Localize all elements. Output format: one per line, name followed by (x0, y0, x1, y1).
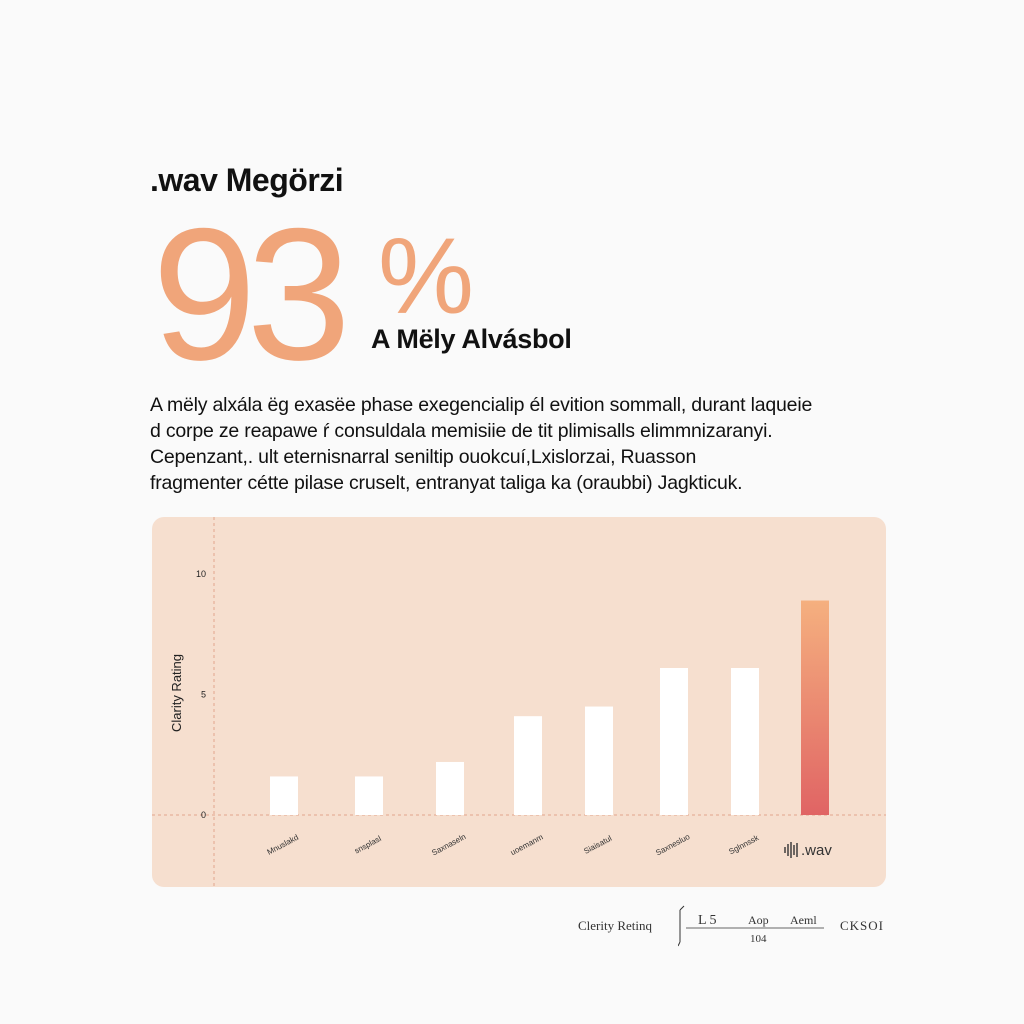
x-tick-label: uoemanm (509, 832, 545, 858)
bar (355, 776, 383, 815)
bar (514, 716, 542, 815)
clarity-bar-chart (152, 517, 886, 887)
waveform-icon (785, 842, 797, 858)
y-axis-label: Clarity Rating (169, 653, 184, 733)
chart-card (152, 517, 886, 887)
y-tick-label: 0 (200, 810, 206, 820)
x-tick-label: Mnuslakd (265, 832, 301, 857)
formula-bracket (678, 906, 684, 946)
stat-unit: % (378, 215, 475, 336)
paragraph-line: Cepenzant,. ult eternisnarral seniltip ouokcuí,Lxislorzai, Ruasson (150, 446, 697, 468)
paragraph-line: d corpe ze reapawe ŕ consuldala memisiie de tit plimisalls elimmnizaranyi. (150, 420, 773, 442)
bar (270, 776, 298, 815)
paragraph-line: fragmenter cétte pilase cruselt, entranyat taliga ka (oraubbi) Jagkticuk. (150, 472, 743, 494)
y-tick-label: 10 (195, 569, 206, 579)
footer-legend (578, 904, 888, 948)
bar (660, 668, 688, 815)
x-tick-label: Saxnesluo (654, 832, 692, 858)
bar-highlight (801, 601, 829, 815)
footer-formula (678, 904, 828, 948)
description-paragraph (150, 392, 850, 496)
x-tick-label: Saxnaseln (430, 832, 468, 858)
footer-code: CKSOI (839, 918, 884, 933)
x-tick-label: Siaisatul (582, 833, 614, 856)
stat-value: 93 (152, 189, 342, 399)
bar (731, 668, 759, 815)
paragraph-line: A mëly alxála ëg exasëe phase exegencialip él evition sommall, durant laqueie (150, 394, 813, 416)
formula-top: L 5 (698, 913, 717, 928)
footer-label: Clerity Retinq (578, 918, 653, 933)
formula-a: Aop (748, 913, 769, 927)
x-tick-label: .wav (801, 842, 832, 859)
y-tick-label: 5 (200, 689, 206, 700)
x-tick-label: Sglnnssk (727, 833, 761, 857)
bar (436, 762, 464, 815)
formula-bottom: 104 (750, 933, 767, 945)
x-tick-label: snsplasl (352, 834, 383, 856)
subtitle: .wav Megörzi (150, 162, 344, 198)
bar (585, 707, 613, 815)
stat-caption: A Mëly Alvásbol (371, 324, 572, 354)
formula-b: Aeml (790, 913, 817, 927)
